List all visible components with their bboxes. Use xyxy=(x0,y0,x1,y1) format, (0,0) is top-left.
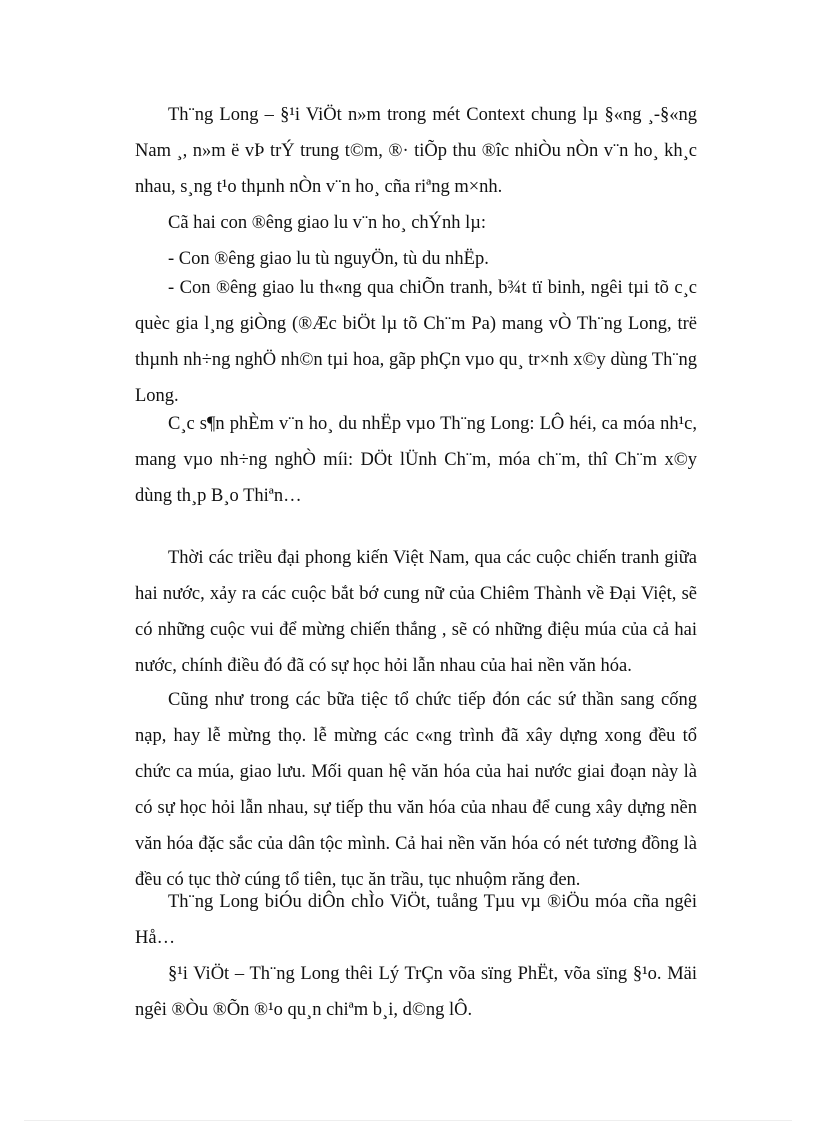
paragraph-4: - Con ®êng giao lu th«ng qua chiÕn tranh, b¾t tï binh, ngêi tµi tõ c¸c quèc gia l¸ng giÒng (®Æc biÖt lµ tõ Ch¨m Pa) mang vÒ Th¨ng Long, trë thµnh nh÷ng nghÖ nh©n tµi hoa, gãp phÇn vµo qu¸ tr×nh x©y dùng Th¨ng Long. xyxy=(135,278,697,406)
page-bottom-divider xyxy=(24,1120,792,1121)
paragraph-2: Cã hai con ®êng giao lu v¨n ho¸ chÝnh lµ: xyxy=(168,213,487,233)
paragraph-3: - Con ®êng giao lu tù nguyÖn, tù du nhËp. xyxy=(168,249,489,269)
paragraph-7: Cũng như trong các bữa tiệc tổ chức tiếp đón các sứ thần sang cống nạp, hay lễ mừng thọ. lễ mừng các c«ng trình đã xây dựng xong đều tổ chức ca múa, giao lưu. Mối quan hệ văn hóa của hai nước giai đoạn này là có sự học hỏi lẫn nhau, sự tiếp thu văn hóa của nhau để cung xây dựng nền văn hóa đặc sắc của dân tộc mình. Cả hai nền văn hóa có nét tương đồng là đều có tục thờ cúng tổ tiên, tục ăn trầu, tục nhuộm răng đen. xyxy=(135,690,697,890)
paragraph-6: Thời các triều đại phong kiến Việt Nam, qua các cuộc chiến tranh giữa hai nước, xảy ra các cuộc bắt bớ cung nữ của Chiêm Thành về Đại Việt, sẽ có những cuộc vui để mừng chiến thắng , sẽ có những điệu múa của cả hai nước, chính điều đó đã có sự học hỏi lẫn nhau của hai nền văn hóa. xyxy=(135,548,697,676)
paragraph-5: C¸c s¶n phÈm v¨n ho¸ du nhËp vµo Th¨ng Long: LÔ héi, ca móa nh¹c, mang vµo nh÷ng nghÒ míi: DÖt lÜnh Ch¨m, móa ch¨m, thî Ch¨m x©y dùng th¸p B¸o Thiªn… xyxy=(135,414,697,506)
paragraph-8: Th¨ng Long biÓu diÔn chÌo ViÖt, tuång Tµu vµ ®iÖu móa cña ngêi Hå… xyxy=(135,892,697,948)
paragraph-9: §¹i ViÖt – Th¨ng Long thêi Lý TrÇn võa sïng PhËt, võa sïng §¹o. Mäi ngêi ®Òu ®Õn ®¹o qu¸n chiªm b¸i, d©ng lÔ. xyxy=(135,964,697,1020)
paragraph-1: Th¨ng Long – §¹i ViÖt n»m trong mét Context chung lµ §«ng ¸-§«ng Nam ¸, n»m ë vÞ trÝ trung t©m, ®· tiÕp thu ®îc nhiÒu nÒn v¨n ho¸ kh¸c nhau, s¸ng t¹o thµnh nÒn v¨n ho¸ cña riªng m×nh. xyxy=(135,105,697,197)
